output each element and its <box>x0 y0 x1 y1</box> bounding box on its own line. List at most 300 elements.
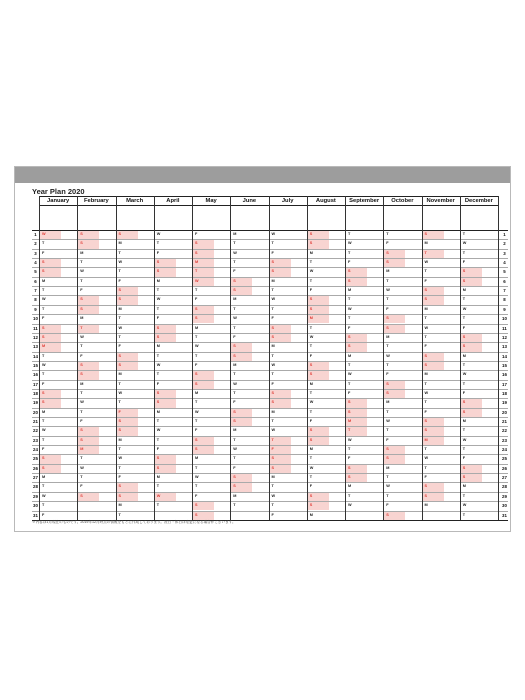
weekday-label: T <box>386 409 389 414</box>
weekday-label: T <box>309 260 313 265</box>
weekday-label: W <box>462 306 467 311</box>
weekday-label: T <box>348 447 351 452</box>
row-line <box>32 426 508 427</box>
day-number-left: 29 <box>33 493 38 499</box>
day-number-left: 13 <box>33 344 38 350</box>
day-number-right: 21 <box>502 419 507 424</box>
weekday-label: S <box>118 493 122 498</box>
weekday-label: M <box>233 362 237 367</box>
column-line <box>307 196 308 520</box>
weekday-label: S <box>118 353 122 358</box>
column-line <box>460 196 461 520</box>
weekday-label: F <box>462 260 466 265</box>
weekday-label: F <box>195 493 198 498</box>
weekday-label: T <box>462 381 466 386</box>
weekday-label: T <box>386 344 389 349</box>
weekday-label: S <box>195 381 198 386</box>
weekday-label: S <box>424 288 428 293</box>
weekday-label: W <box>233 316 237 321</box>
weekday-label: S <box>424 362 428 367</box>
weekday-label: W <box>348 503 352 508</box>
weekday-label: T <box>348 232 351 236</box>
day-number-right: 29 <box>502 493 507 499</box>
weekday-label: T <box>195 484 198 489</box>
weekday-label: F <box>424 278 427 283</box>
day-number-left: 11 <box>33 325 38 331</box>
year-plan-sheet <box>14 166 511 532</box>
weekday-label: S <box>462 400 466 405</box>
weekday-label: S <box>233 409 236 414</box>
weekday-label: S <box>386 456 389 461</box>
day-number-left: 6 <box>34 278 37 284</box>
day-number-left: 14 <box>33 353 38 359</box>
weekday-label: S <box>42 334 45 339</box>
weekday-label: T <box>42 241 45 246</box>
weekday-label: S <box>118 232 122 236</box>
day-number-left: 25 <box>33 456 38 462</box>
weekday-label: W <box>195 475 199 480</box>
weekday-label: S <box>271 325 275 330</box>
day-number-right: 30 <box>502 503 507 509</box>
weekday-label: T <box>424 465 427 470</box>
weekday-label: W <box>424 456 429 461</box>
weekday-label: F <box>80 484 83 489</box>
weekday-label: T <box>42 372 45 377</box>
day-number-right: 6 <box>503 278 506 284</box>
month-header-april: April <box>166 198 180 204</box>
day-number-left: 2 <box>34 241 37 247</box>
weekday-label: F <box>271 316 274 321</box>
day-number-right: 16 <box>502 372 507 378</box>
weekday-label: T <box>156 241 160 246</box>
weekday-label: S <box>80 428 83 433</box>
weekday-label: S <box>80 241 83 246</box>
weekday-label: T <box>233 306 236 311</box>
weekday-label: T <box>156 437 160 442</box>
month-header-august: August <box>315 198 336 204</box>
weekday-label: F <box>309 288 313 293</box>
day-number-left: 24 <box>33 447 38 453</box>
weekday-label: M <box>42 278 46 283</box>
weekday-label: W <box>156 232 161 236</box>
weekday-label: T <box>348 316 351 321</box>
row-line <box>32 398 508 399</box>
weekday-label: W <box>118 260 123 265</box>
weekday-label: F <box>195 428 198 433</box>
weekday-label: W <box>195 278 199 283</box>
row-line <box>32 333 508 334</box>
row-line <box>32 464 508 465</box>
weekday-label: T <box>348 381 351 386</box>
footnote: ※内容は1月現在のものです。2019年12月時点の情報をもとに作成しております。祝日・休日は変更になる場合がございます。 <box>32 520 236 524</box>
day-number-left: 31 <box>33 512 38 518</box>
row-line <box>32 492 508 493</box>
weekday-label: W <box>462 503 467 508</box>
weekday-label: M <box>424 372 428 377</box>
weekday-label: T <box>462 512 466 517</box>
weekday-label: T <box>271 306 274 311</box>
weekday-label: S <box>156 260 160 265</box>
weekday-label: T <box>462 447 466 452</box>
column-line <box>345 196 346 520</box>
day-number-left: 30 <box>33 503 38 509</box>
weekday-label: S <box>42 465 45 470</box>
row-line <box>32 454 508 455</box>
column-line <box>154 196 155 520</box>
weekday-label: S <box>348 475 351 480</box>
row-line <box>32 482 508 483</box>
weekday-label: M <box>156 278 160 283</box>
weekday-label: T <box>462 232 466 236</box>
weekday-label: S <box>118 297 122 302</box>
day-number-left: 28 <box>33 484 38 490</box>
row-line <box>32 436 508 437</box>
weekday-label: S <box>271 465 275 470</box>
weekday-label: T <box>80 325 83 330</box>
day-number-right: 3 <box>503 250 506 256</box>
weekday-label: S <box>233 353 236 358</box>
weekday-label: T <box>462 493 466 498</box>
weekday-label: T <box>233 456 236 461</box>
weekday-label: W <box>233 250 237 255</box>
weekday-label: F <box>271 512 274 517</box>
weekday-label: S <box>80 362 83 367</box>
day-number-left: 21 <box>33 419 38 424</box>
weekday-label: S <box>348 269 351 274</box>
day-number-right: 28 <box>502 484 507 490</box>
weekday-label: S <box>462 278 466 283</box>
weekday-label: T <box>233 241 236 246</box>
weekday-label: T <box>271 437 274 442</box>
weekday-label: S <box>42 269 45 274</box>
weekday-label: S <box>156 456 160 461</box>
weekday-label: S <box>424 493 428 498</box>
weekday-label: F <box>348 260 351 265</box>
weekday-label: T <box>386 278 389 283</box>
weekday-label: M <box>386 269 390 274</box>
weekday-label: W <box>309 400 314 405</box>
row-line <box>32 258 508 259</box>
weekday-label: F <box>195 297 198 302</box>
weekday-label: T <box>118 465 121 470</box>
weekday-label: F <box>233 400 236 405</box>
weekday-label: T <box>42 288 45 293</box>
month-header-november: November <box>426 198 455 204</box>
weekday-label: T <box>309 278 313 283</box>
weekday-label: S <box>309 297 313 302</box>
day-number-right: 20 <box>502 409 507 415</box>
column-line <box>230 196 231 520</box>
weekday-label: M <box>309 447 313 452</box>
weekday-label: T <box>309 325 313 330</box>
weekday-label: S <box>462 465 466 470</box>
weekday-label: S <box>386 325 389 330</box>
day-number-right: 2 <box>503 241 506 247</box>
column-line <box>39 196 40 520</box>
day-number-left: 7 <box>34 288 37 294</box>
month-header-may: May <box>205 198 217 204</box>
weekday-label: T <box>80 475 83 480</box>
weekday-label: M <box>386 400 390 405</box>
weekday-label: M <box>309 250 313 255</box>
weekday-label: T <box>42 484 45 489</box>
weekday-label: S <box>156 400 160 405</box>
weekday-label: T <box>233 372 236 377</box>
day-number-right: 15 <box>502 362 507 368</box>
weekday-label: F <box>156 381 160 386</box>
weekday-label: S <box>386 447 389 452</box>
weekday-label: T <box>195 465 198 470</box>
row-line <box>32 239 508 240</box>
weekday-label: M <box>348 419 352 423</box>
weekday-label: T <box>80 390 83 395</box>
row-line <box>32 389 508 390</box>
weekday-label: W <box>156 362 161 367</box>
weekday-label: T <box>156 288 160 293</box>
day-number-left: 16 <box>33 372 38 378</box>
day-number-right: 19 <box>502 400 507 406</box>
weekday-label: F <box>156 447 160 452</box>
weekday-label: T <box>462 362 466 367</box>
weekday-label: S <box>462 475 466 480</box>
weekday-label: W <box>233 381 237 386</box>
weekday-label: F <box>386 503 389 508</box>
weekday-label: S <box>80 306 83 311</box>
weekday-label: T <box>386 362 389 367</box>
weekday-label: F <box>233 334 236 339</box>
weekday-label: T <box>80 278 83 283</box>
column-line <box>498 196 499 520</box>
weekday-label: F <box>195 362 198 367</box>
weekday-label: W <box>462 372 467 377</box>
weekday-label: F <box>348 325 351 330</box>
weekday-label: F <box>118 344 121 349</box>
weekday-label: M <box>80 447 84 452</box>
weekday-label: W <box>195 344 199 349</box>
day-number-left: 5 <box>34 269 37 275</box>
weekday-label: S <box>195 437 198 442</box>
weekday-label: F <box>424 409 427 414</box>
weekday-label: T <box>271 372 274 377</box>
weekday-label: F <box>386 437 389 442</box>
weekday-label: M <box>156 409 160 414</box>
weekday-label: W <box>386 484 390 489</box>
weekday-label: F <box>118 409 121 414</box>
weekday-label: T <box>118 447 121 452</box>
weekday-label: W <box>156 428 161 433</box>
weekday-label: T <box>42 306 45 311</box>
weekday-label: T <box>424 334 427 339</box>
day-number-left: 22 <box>33 428 38 434</box>
weekday-label: T <box>386 232 389 236</box>
weekday-label: S <box>271 400 275 405</box>
weekday-label: T <box>348 362 351 367</box>
weekday-label: S <box>195 503 198 508</box>
page-title: Year Plan 2020 <box>32 187 85 196</box>
weekday-label: M <box>309 316 313 321</box>
weekday-label: W <box>424 260 429 265</box>
weekday-label: F <box>462 390 466 395</box>
weekday-label: W <box>271 362 276 367</box>
weekday-label: M <box>118 503 122 508</box>
weekday-label: S <box>424 297 428 302</box>
weekday-label: S <box>195 306 198 311</box>
weekday-label: T <box>80 260 83 265</box>
weekday-label: S <box>386 260 389 265</box>
weekday-label: M <box>195 325 199 330</box>
weekday-label: S <box>195 512 198 517</box>
row-line <box>32 361 508 362</box>
weekday-label: W <box>271 297 276 302</box>
weekday-label: S <box>462 344 466 349</box>
weekday-label: W <box>42 297 46 302</box>
weekday-label: S <box>271 390 275 395</box>
weekday-label: W <box>309 269 314 274</box>
weekday-label: T <box>271 503 274 508</box>
row-line <box>32 314 508 315</box>
weekday-label: S <box>386 316 389 321</box>
weekday-label: T <box>348 250 351 255</box>
row-line <box>32 267 508 268</box>
row-line <box>32 417 508 418</box>
month-header-september: September <box>349 198 380 204</box>
weekday-label: W <box>309 465 314 470</box>
column-line <box>116 196 117 520</box>
weekday-label: M <box>424 306 428 311</box>
weekday-label: S <box>309 306 313 311</box>
weekday-label: M <box>271 278 275 283</box>
weekday-label: M <box>271 475 275 480</box>
weekday-label: F <box>156 316 160 321</box>
weekday-label: F <box>42 447 45 452</box>
month-header-october: October <box>391 198 414 204</box>
day-number-left: 4 <box>34 260 37 266</box>
weekday-label: W <box>42 428 46 433</box>
weekday-label: W <box>271 428 276 433</box>
weekday-label: M <box>156 475 160 480</box>
weekday-label: F <box>233 465 236 470</box>
weekday-label: W <box>118 456 123 461</box>
weekday-label: W <box>424 325 429 330</box>
weekday-label: S <box>348 278 351 283</box>
day-number-right: 1 <box>503 232 506 237</box>
day-number-left: 17 <box>33 381 38 387</box>
month-header-march: March <box>126 198 144 204</box>
day-number-right: 5 <box>503 269 506 275</box>
weekday-label: S <box>195 316 198 321</box>
day-number-left: 15 <box>33 362 38 368</box>
weekday-label: F <box>80 353 83 358</box>
weekday-label: F <box>80 419 83 423</box>
row-line <box>32 324 508 325</box>
weekday-label: T <box>271 288 274 293</box>
weekday-label: M <box>386 334 390 339</box>
weekday-label: S <box>309 241 313 246</box>
weekday-label: M <box>348 484 352 489</box>
weekday-label: F <box>80 288 83 293</box>
weekday-label: S <box>386 250 389 255</box>
row-line <box>32 370 508 371</box>
weekday-label: W <box>424 390 429 395</box>
weekday-label: S <box>80 297 83 302</box>
weekday-label: W <box>462 437 467 442</box>
weekday-label: T <box>118 381 121 386</box>
weekday-label: M <box>42 409 46 414</box>
weekday-label: M <box>118 241 122 246</box>
weekday-label: T <box>42 419 45 423</box>
day-number-right: 26 <box>502 465 507 471</box>
weekday-label: F <box>348 456 351 461</box>
weekday-label: T <box>309 390 313 395</box>
row-line <box>32 286 508 287</box>
day-number-right: 24 <box>502 447 507 453</box>
weekday-label: T <box>118 269 121 274</box>
calendar-grid <box>15 167 510 531</box>
weekday-label: W <box>233 447 237 452</box>
weekday-label: T <box>424 316 427 321</box>
day-number-right: 27 <box>502 475 507 481</box>
weekday-label: S <box>118 288 122 293</box>
weekday-label: S <box>462 334 466 339</box>
day-number-right: 4 <box>503 260 506 266</box>
weekday-label: F <box>42 250 45 255</box>
weekday-label: S <box>233 278 236 283</box>
day-number-right: 31 <box>502 512 507 518</box>
weekday-label: S <box>42 390 45 395</box>
weekday-label: T <box>195 353 198 358</box>
weekday-label: F <box>195 232 198 236</box>
weekday-label: S <box>156 269 160 274</box>
weekday-label: T <box>309 409 313 414</box>
weekday-label: T <box>118 512 121 517</box>
column-line <box>192 196 193 520</box>
column-line <box>422 196 423 520</box>
row-line <box>32 445 508 446</box>
weekday-label: M <box>233 428 237 433</box>
day-number-right: 9 <box>503 306 506 312</box>
weekday-label: S <box>118 428 122 433</box>
weekday-label: W <box>386 353 390 358</box>
row-line <box>32 408 508 409</box>
day-number-right: 13 <box>502 344 507 350</box>
weekday-label: F <box>309 484 313 489</box>
day-number-right: 7 <box>503 288 506 294</box>
weekday-label: S <box>80 232 83 236</box>
weekday-label: F <box>386 372 389 377</box>
weekday-label: S <box>309 362 313 367</box>
row-line <box>32 501 508 502</box>
weekday-label: M <box>80 381 84 386</box>
weekday-label: W <box>42 362 46 367</box>
weekday-label: F <box>386 306 389 311</box>
weekday-label: M <box>156 344 160 349</box>
day-number-right: 23 <box>502 437 507 443</box>
weekday-label: W <box>195 409 199 414</box>
weekday-label: S <box>156 390 160 395</box>
weekday-label: S <box>195 372 198 377</box>
weekday-label: M <box>80 316 84 321</box>
weekday-label: S <box>424 484 428 489</box>
month-header-june: June <box>242 198 257 204</box>
weekday-label: S <box>118 419 122 423</box>
weekday-label: S <box>309 372 313 377</box>
weekday-label: F <box>118 475 121 480</box>
weekday-label: T <box>156 353 160 358</box>
weekday-label: T <box>309 475 313 480</box>
weekday-label: T <box>462 297 466 302</box>
weekday-label: F <box>309 353 313 358</box>
weekday-label: F <box>424 475 427 480</box>
